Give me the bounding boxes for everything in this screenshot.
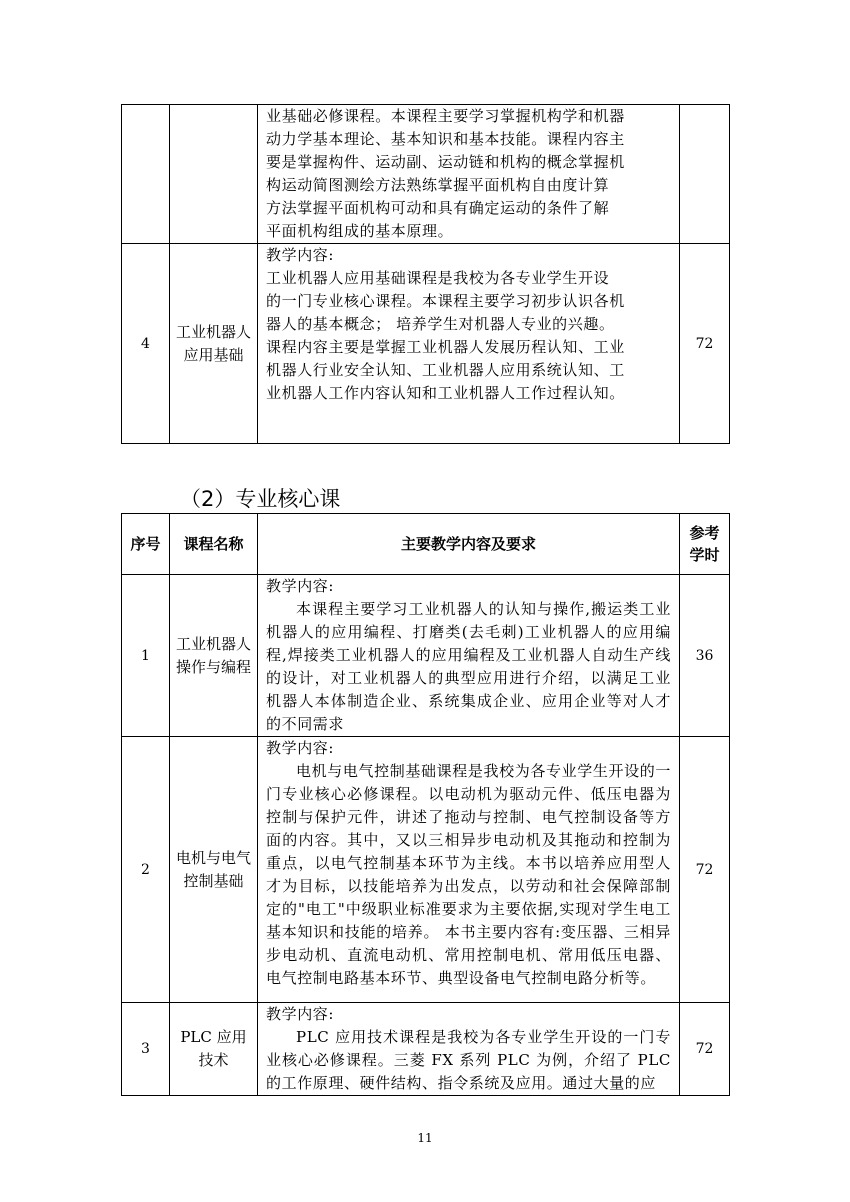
course-name: PLC 应用技术	[170, 1003, 258, 1096]
table-row	[122, 1003, 730, 1096]
row-number	[122, 105, 170, 244]
content-text: 本课程主要学习工业机器人的认知与操作,搬运类工业机器人的应用编程、打磨类(去毛刺)工业机器人的应用编程,焊接类工业机器人的应用编程及工业机器人自动生产线的设计，对工业机器人的典型应用进行介绍，以满足工业机器人本体制造企业、系统集成企业、应用企业等对人才的不同需求	[266, 600, 671, 733]
content-heading: 教学内容:	[266, 577, 335, 595]
core-course-table	[121, 513, 730, 1096]
course-hours: 36	[680, 575, 730, 737]
course-hours: 72	[680, 737, 730, 1003]
header-content: 主要教学内容及要求	[258, 514, 680, 575]
table-header-row	[122, 514, 730, 575]
table-row	[122, 737, 730, 1003]
course-hours: 72	[680, 1003, 730, 1096]
course-content	[258, 1003, 680, 1096]
course-table-continued	[121, 104, 730, 444]
course-name: 电机与电气控制基础	[170, 737, 258, 1003]
row-number: 2	[122, 737, 170, 1003]
course-hours: 72	[680, 244, 730, 444]
row-number: 4	[122, 244, 170, 444]
table-row	[122, 105, 730, 244]
table-row	[122, 244, 730, 444]
content-heading: 教学内容:	[266, 246, 335, 264]
course-name: 工业机器人操作与编程	[170, 575, 258, 737]
row-number: 3	[122, 1003, 170, 1096]
content-text: 电机与电气控制基础课程是我校为各专业学生开设的一门专业核心必修课程。以电动机为驱动元件、低压电器为控制与保护元件，讲述了拖动与控制、电气控制设备等方面的内容。其中，又以三相异步电动机及其拖动和控制为重点，以电气控制基本环节为主线。本书以培养应用型人才为目标，以技能培养为出发点，以劳动和社会保障部制定的"电工"中级职业标准要求为主要依据,实现对学生电工基本知识和技能的培养。 本书主要内容有:变压器、三相异步电动机、直流电动机、常用控制电机、常用低压电器、电气控制电路基本环节、典型设备电气控制电路分析等。	[266, 762, 671, 987]
course-content: 业基础必修课程。本课程主要学习掌握机构学和机器 动力学基本理论、基本知识和基本技能。课程内容主 要是掌握构件、运动副、运动链和机构的概念掌握机 构运动简图测绘方法熟练掌握平面机构自由度计算 方法掌握平面机构可动和具有确定运动的条件了解 平面机构组成的基本原理。	[258, 105, 680, 244]
course-content	[258, 737, 680, 1003]
content-heading: 教学内容:	[266, 739, 335, 757]
content-heading: 教学内容:	[266, 1005, 335, 1023]
section-title: （2）专业核心课	[180, 487, 341, 511]
row-number: 1	[122, 575, 170, 737]
table-row	[122, 575, 730, 737]
header-course-name: 课程名称	[170, 514, 258, 575]
header-hours: 参考学时	[680, 514, 730, 575]
course-hours	[680, 105, 730, 244]
course-content: 教学内容: 工业机器人应用基础课程是我校为各专业学生开设 的一门专业核心课程。本课程主要学习初步认识各机 器人的基本概念； 培养学生对机器人专业的兴趣。 课程内容主要是掌握工业机器人发展历程认知、工业 机器人行业安全认知、工业机器人应用系统认知、工 业机器人工作内容认知和工业机器人工作过程认知。	[258, 244, 680, 444]
course-name: 工业机器人应用基础	[170, 244, 258, 444]
page-number: 11	[417, 1131, 433, 1145]
header-number: 序号	[122, 514, 170, 575]
content-text: PLC 应用技术课程是我校为各专业学生开设的一门专业核心必修课程。三菱 FX 系列 PLC 为例，介绍了 PLC 的工作原理、硬件结构、指令系统及应用。通过大量的应	[266, 1028, 671, 1092]
course-content	[258, 575, 680, 737]
course-name	[170, 105, 258, 244]
